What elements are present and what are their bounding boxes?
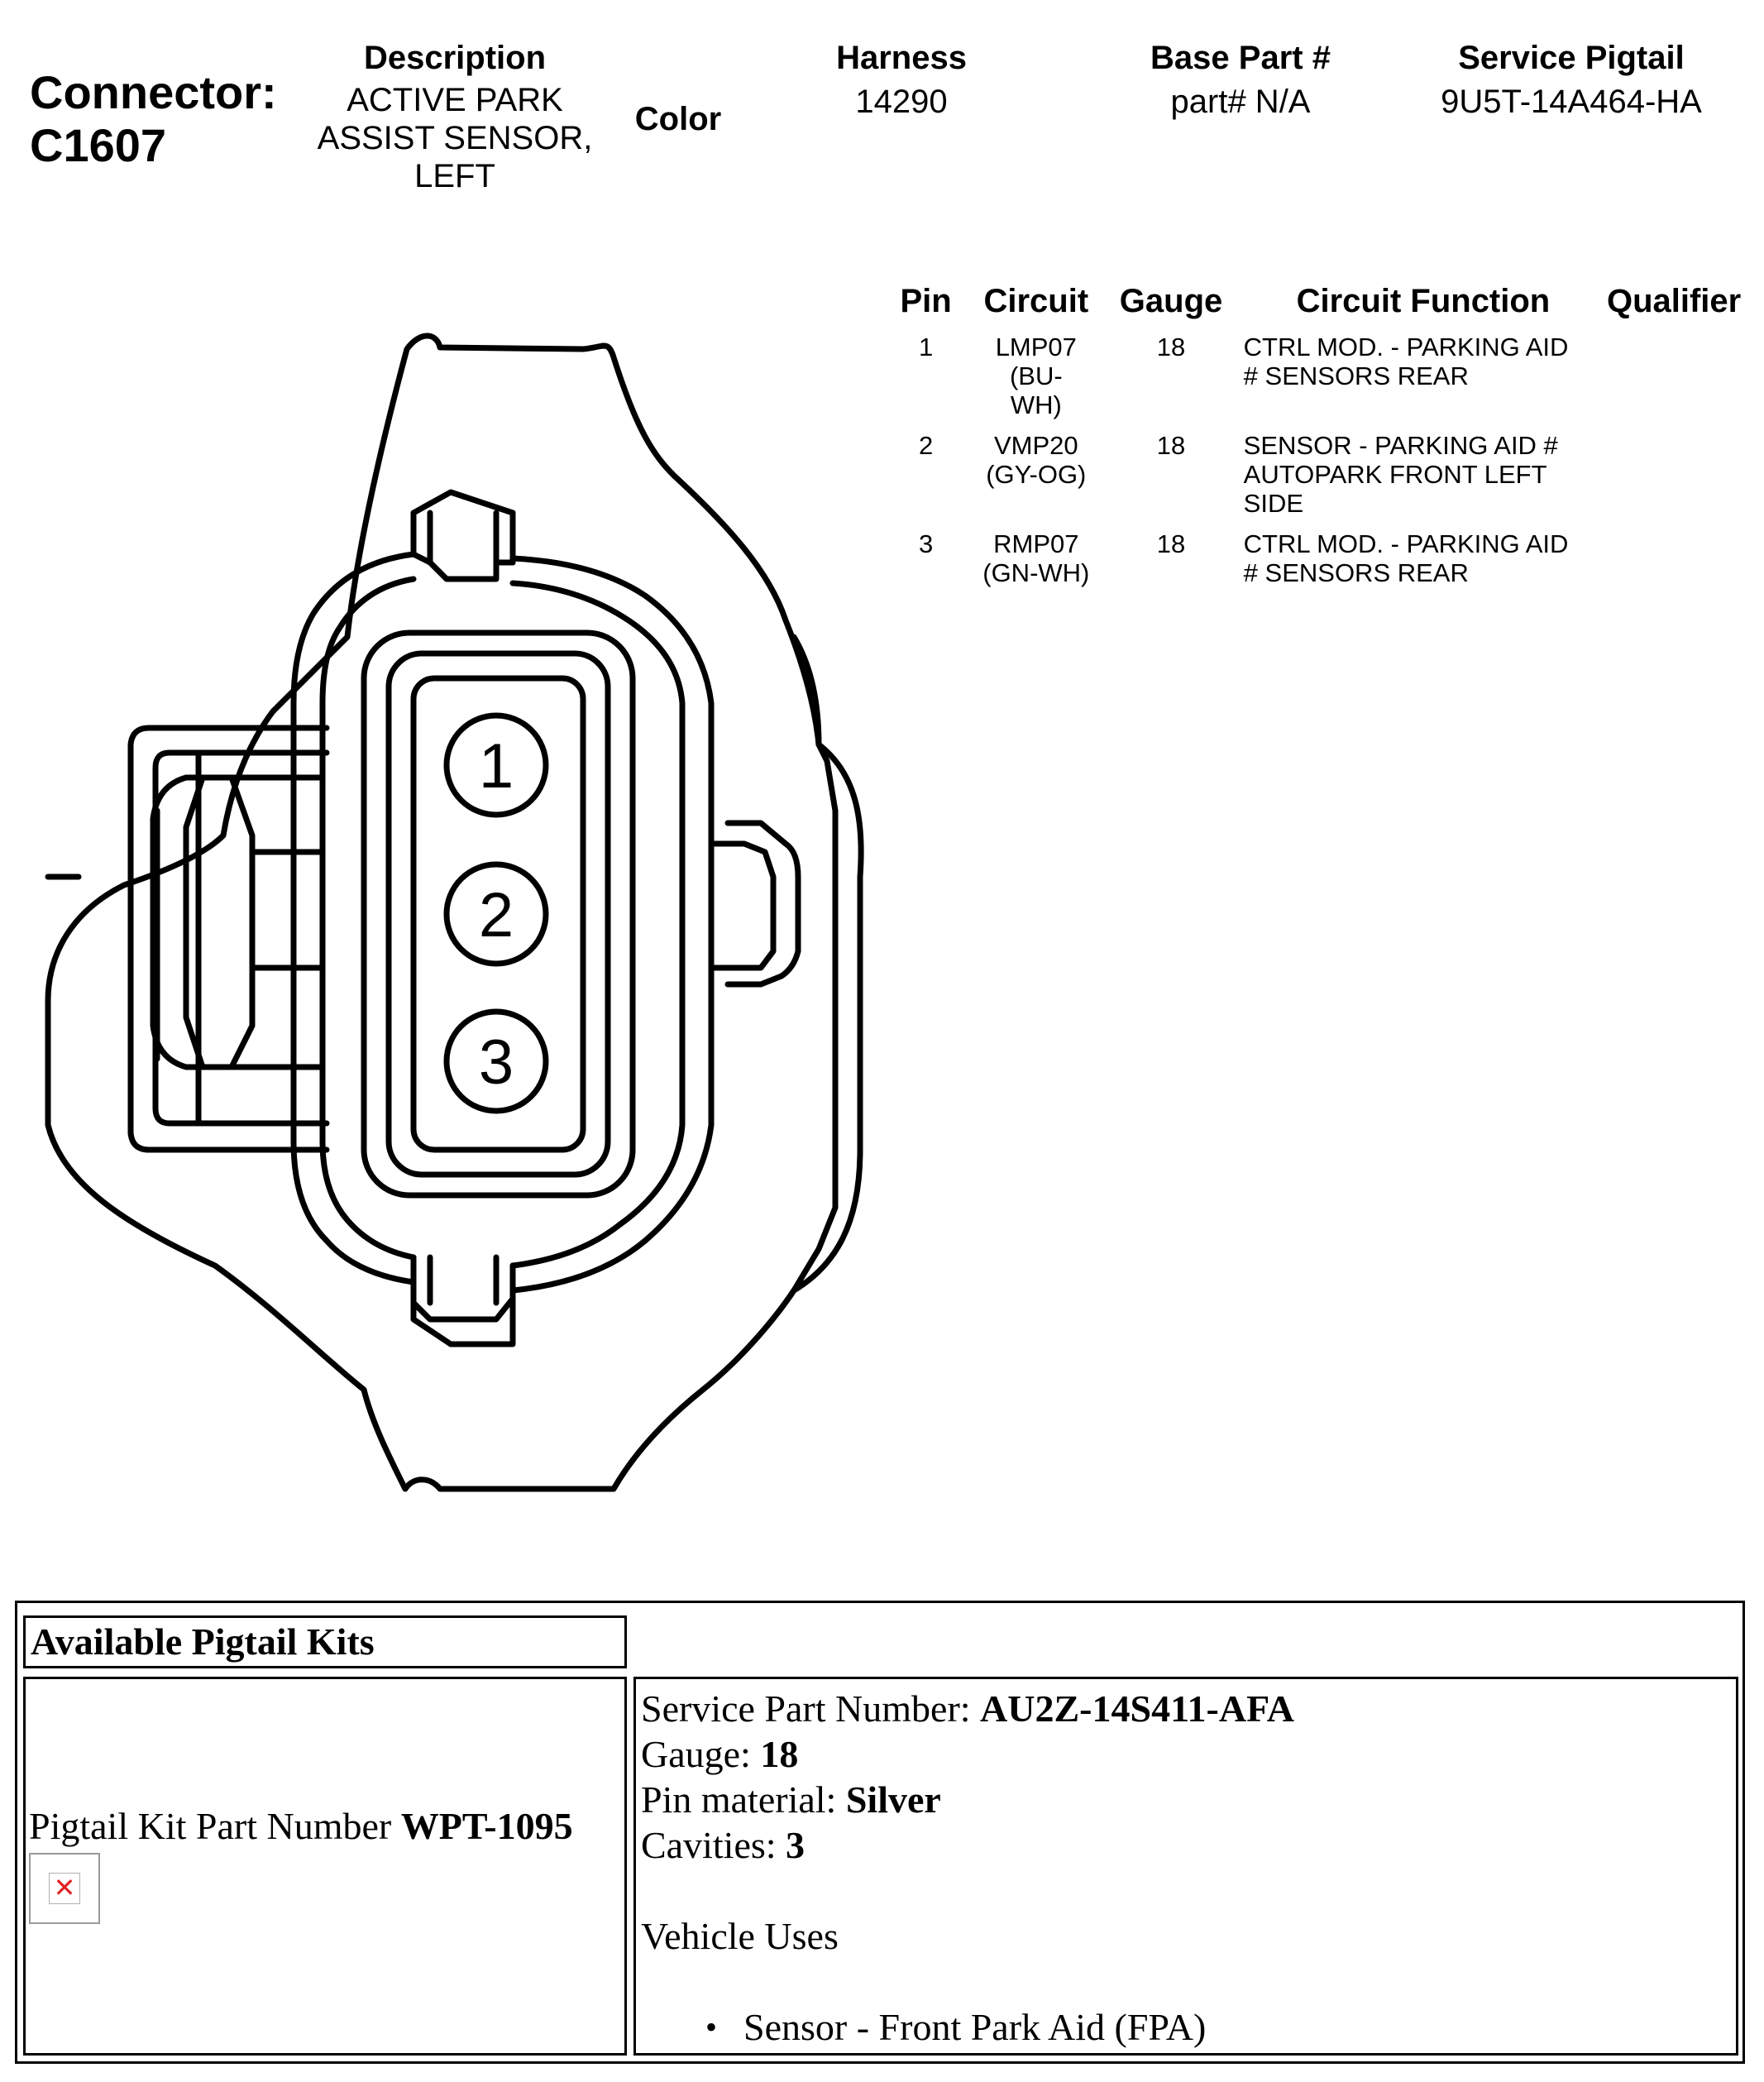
circuit-line: LMP07 (BU-	[995, 333, 1077, 390]
base-part-heading: Base Part #	[1150, 40, 1331, 76]
connector-label: Connector:	[30, 66, 277, 118]
broken-image-icon	[29, 1853, 100, 1924]
latch-frame	[131, 728, 327, 1150]
circuit-line: (GN-WH)	[982, 558, 1090, 587]
base-part-column	[1100, 38, 1381, 121]
pin-material-label: Pin material:	[641, 1778, 846, 1821]
function-line: AUTOPARK FRONT LEFT	[1243, 460, 1547, 489]
color-heading: Color	[634, 101, 722, 137]
connector-housing-outline	[48, 336, 861, 1489]
vehicle-uses-list	[641, 2004, 1736, 2050]
pin-material-value: Silver	[845, 1778, 941, 1821]
circuit-function	[1237, 431, 1604, 529]
description-value	[289, 81, 620, 195]
latch-tab	[153, 778, 323, 1067]
circuit-line: RMP07	[993, 529, 1079, 558]
description-heading: Description	[363, 40, 547, 76]
pin-number: 3	[918, 529, 934, 558]
qualifier	[1603, 529, 1745, 599]
service-part-number	[641, 1686, 1736, 1731]
header-pin: Pin	[900, 283, 952, 319]
gauge: 18	[1156, 529, 1186, 558]
base-part-value: part# N/A	[1170, 84, 1311, 120]
circuit-function	[1237, 333, 1604, 431]
function-line: # SENSORS REAR	[1243, 558, 1469, 587]
pin-table-header-row	[885, 281, 1745, 333]
connector-face-diagram	[0, 314, 877, 1505]
description-line: ASSIST SENSOR,	[317, 120, 593, 156]
gauge: 18	[1156, 333, 1186, 361]
circuit	[967, 333, 1105, 431]
function-line: SENSOR - PARKING AID #	[1243, 431, 1558, 460]
pin-number: 1	[918, 333, 934, 361]
circuit-function	[1237, 529, 1604, 599]
pin-number: 2	[918, 431, 934, 460]
circuit	[967, 431, 1105, 529]
lower-key-inner	[430, 1257, 496, 1303]
pin-1-label: 1	[478, 731, 514, 802]
header-gauge: Gauge	[1119, 283, 1223, 319]
circuit-line: VMP20	[993, 431, 1078, 460]
right-tab-inner	[711, 844, 773, 968]
service-part-value: AU2Z-14S411-AFA	[980, 1687, 1294, 1730]
description-line: ACTIVE PARK	[347, 82, 563, 118]
gauge: 18	[1156, 431, 1186, 460]
pigtail-kit-part-number	[29, 1803, 573, 1850]
circuit-line: (GY-OG)	[986, 460, 1087, 489]
header-circuit: Circuit	[983, 283, 1089, 319]
pin-table	[885, 281, 1745, 599]
qualifier	[1603, 431, 1745, 529]
broken-image-x-icon: ✕	[49, 1873, 80, 1904]
harness-value: 14290	[855, 84, 948, 120]
harness-heading: Harness	[836, 40, 967, 76]
circuit	[967, 529, 1105, 599]
right-edge-detail	[794, 744, 835, 1290]
description-column	[289, 38, 620, 195]
service-pigtail-heading: Service Pigtail	[1458, 40, 1685, 76]
vehicle-uses-heading: Vehicle Uses	[641, 1915, 839, 1957]
service-part-cell	[633, 1677, 1738, 2056]
table-row	[885, 431, 1745, 529]
harness-column	[794, 38, 1009, 121]
service-pigtail-value: 9U5T-14A464-HA	[1441, 84, 1702, 120]
kit-part-value: WPT-1095	[400, 1805, 573, 1847]
function-line: CTRL MOD. - PARKING AID	[1243, 333, 1569, 361]
qualifier	[1603, 333, 1745, 431]
pin-3-label: 3	[478, 1027, 514, 1098]
table-row	[885, 529, 1745, 599]
gauge-value: 18	[760, 1733, 799, 1775]
connector-title	[30, 66, 303, 172]
circuit-line: WH)	[1010, 390, 1062, 419]
cavities-label: Cavities:	[641, 1824, 786, 1866]
pigtail-kits-title: Available Pigtail Kits	[23, 1615, 627, 1668]
service-pigtail-column	[1406, 38, 1737, 121]
upper-key	[414, 513, 513, 579]
list-item: • Sensor - Front Park Aid (FPA)	[743, 2004, 1736, 2050]
function-line: SIDE	[1243, 489, 1304, 518]
kit-part-label: Pigtail Kit Part Number	[29, 1805, 401, 1847]
right-tab	[728, 823, 798, 984]
pigtail-kit-cell	[23, 1677, 627, 2056]
latch-tab-face	[232, 778, 252, 1067]
pin-material-spec	[641, 1777, 1736, 1822]
service-part-label: Service Part Number:	[641, 1687, 981, 1730]
header-circuit-function: Circuit Function	[1296, 283, 1551, 319]
pin-2-label: 2	[478, 880, 514, 950]
function-line: # SENSORS REAR	[1243, 361, 1469, 390]
gauge-label: Gauge:	[641, 1733, 761, 1775]
connector-id: C1607	[30, 119, 167, 171]
cavities-value: 3	[786, 1824, 806, 1866]
cavities-spec	[641, 1822, 1736, 1868]
function-line: CTRL MOD. - PARKING AID	[1243, 529, 1569, 558]
header-qualifier: Qualifier	[1606, 283, 1742, 319]
gauge-spec	[641, 1731, 1736, 1777]
table-row	[885, 333, 1745, 431]
description-line: LEFT	[414, 158, 495, 194]
